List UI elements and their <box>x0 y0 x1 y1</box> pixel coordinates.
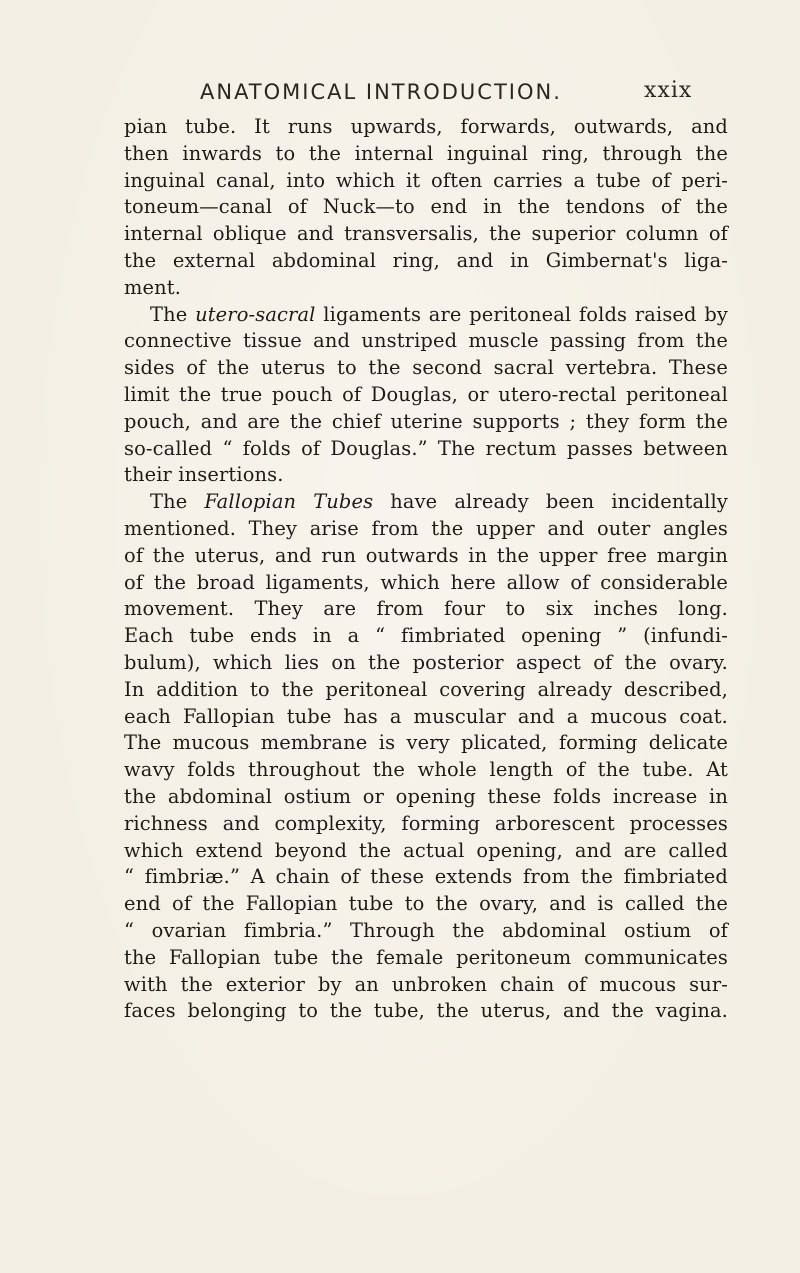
italic-term: utero-sacral <box>195 302 316 326</box>
text-segment: pian tube. It runs upwards, forwards, outwards, and <box>124 115 728 138</box>
text-segment: movement. They are from four to six inches long. <box>124 597 728 621</box>
text-line <box>124 355 728 382</box>
text-segment: bulum), which lies on the posterior aspect of the ovary. <box>124 650 728 674</box>
text-line <box>124 998 728 1025</box>
text-line <box>124 114 728 141</box>
text-segment: pouch, and are the chief uterine supports ; they form the <box>124 409 728 433</box>
text-segment: sides of the uterus to the second sacral vertebra. These <box>124 356 728 380</box>
text-segment: The <box>150 302 196 326</box>
text-segment: end of the Fallopian tube to the ovary, and is called the <box>124 892 728 916</box>
body-text <box>124 114 728 1025</box>
text-line <box>124 141 728 168</box>
text-line <box>124 382 728 409</box>
text-line <box>124 730 728 757</box>
text-line <box>124 757 728 784</box>
page-number: xxix <box>644 78 693 103</box>
text-segment: of the broad ligaments, which here allow of considerable <box>124 570 728 594</box>
text-line <box>124 248 728 275</box>
text-line <box>124 838 728 865</box>
text-segment: their insertions. <box>124 463 284 487</box>
text-line <box>124 784 728 811</box>
text-line <box>124 409 728 436</box>
text-segment: then inwards to the internal inguinal ring, through the <box>124 141 728 165</box>
text-line <box>124 462 728 489</box>
text-segment: faces belonging to the tube, the uterus, and the vagina. <box>124 999 728 1023</box>
text-segment: limit the true pouch of Douglas, or utero-rectal peritoneal <box>124 382 728 406</box>
text-segment: “ ovarian fimbria.” Through the abdominal ostium of <box>124 918 728 942</box>
text-segment: ligaments are peritoneal folds raised by <box>315 302 728 326</box>
text-line <box>124 543 728 570</box>
text-segment: which extend beyond the actual opening, and are called <box>124 838 728 862</box>
text-segment: Each tube ends in a “ fimbriated opening ” (infundi- <box>124 624 728 648</box>
text-line <box>124 168 728 195</box>
text-segment: the abdominal ostium or opening these folds increase in <box>124 784 728 808</box>
text-segment: the external abdominal ring, and in Gimbernat's liga- <box>124 248 728 272</box>
text-line <box>124 275 728 302</box>
text-line <box>124 328 728 355</box>
text-segment: have already been incidentally <box>373 490 728 514</box>
text-segment: toneum—canal of Nuck—to end in the tendons of the <box>124 195 728 219</box>
text-line <box>124 677 728 704</box>
text-segment: the Fallopian tube the female peritoneum communicates <box>124 945 728 969</box>
text-segment: inguinal canal, into which it often carries a tube of peri- <box>124 168 728 192</box>
text-line <box>124 436 728 463</box>
text-segment: “ fimbriæ.” A chain of these extends from the fimbriated <box>124 865 728 889</box>
text-segment: wavy folds throughout the whole length of the tube. At <box>124 758 728 782</box>
italic-term: Fallopian Tubes <box>204 490 374 514</box>
text-line <box>124 489 728 516</box>
text-segment: internal oblique and transversalis, the superior column of <box>124 222 728 246</box>
text-segment: of the uterus, and run outwards in the upper free margin <box>124 543 728 567</box>
text-line <box>124 302 728 329</box>
text-line <box>124 596 728 623</box>
text-line <box>124 623 728 650</box>
text-segment: each Fallopian tube has a muscular and a mucous coat. <box>124 704 728 728</box>
text-segment: ment. <box>124 275 182 299</box>
text-line <box>124 811 728 838</box>
text-line <box>124 891 728 918</box>
text-segment: In addition to the peritoneal covering already described, <box>124 677 728 701</box>
text-segment: with the exterior by an unbroken chain of mucous sur- <box>124 972 728 996</box>
text-segment: mentioned. They arise from the upper and outer angles <box>124 516 728 540</box>
text-segment: connective tissue and unstriped muscle passing from the <box>124 329 728 353</box>
text-segment: richness and complexity, forming arborescent processes <box>124 811 728 835</box>
text-segment: The <box>150 490 205 514</box>
text-line <box>124 194 728 221</box>
text-line <box>124 650 728 677</box>
text-line <box>124 972 728 999</box>
text-line <box>124 945 728 972</box>
text-segment: The mucous membrane is very plicated, forming delicate <box>124 731 728 755</box>
text-line <box>124 864 728 891</box>
text-line <box>124 570 728 597</box>
text-line <box>124 918 728 945</box>
text-segment: so-called “ folds of Douglas.” The rectum passes between <box>124 436 728 460</box>
text-line <box>124 704 728 731</box>
text-line <box>124 221 728 248</box>
text-line <box>124 516 728 543</box>
running-head: ANATOMICAL INTRODUCTION. <box>200 80 562 104</box>
